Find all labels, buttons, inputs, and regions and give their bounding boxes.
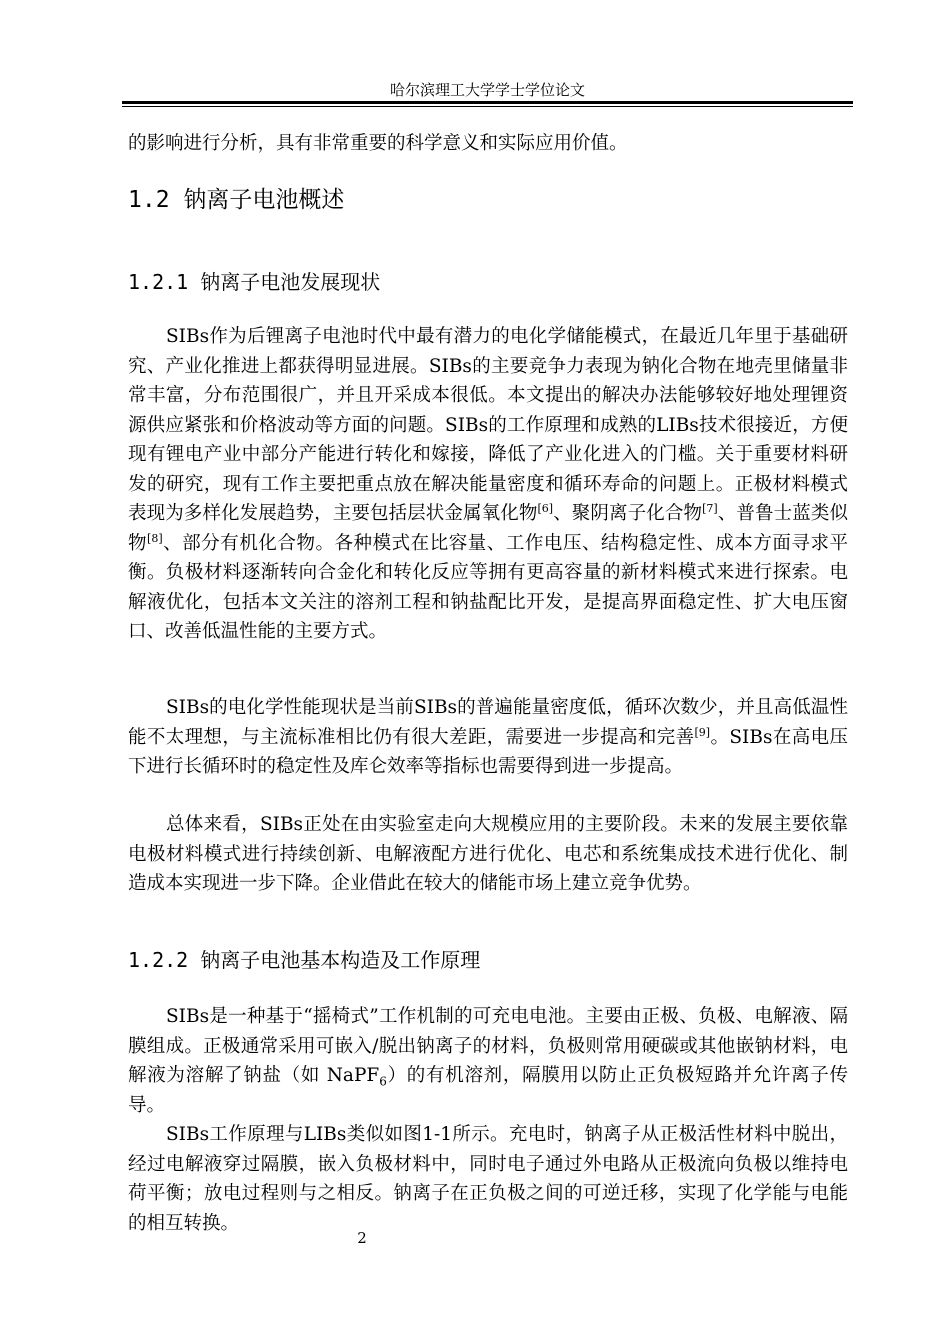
section-heading-1-2: 1.2 钠离子电池概述 [128, 187, 345, 213]
text-run: SIBs的电化学性能现状是当前SIBs的普遍能量密度低，循环次数少，并且高低温性能不太理想，与主流标准相比仍有很大差距，需要进一步提高和完善 [128, 697, 848, 748]
citation-ref: [7] [702, 501, 718, 515]
header-rule-thick [122, 101, 853, 104]
text-run: 、部分有机化合物。各种模式在比容量、工作电压、结构稳定性、成本方面寻求平衡。负极材料逐渐转向合金化和转化反应等拥有更高容量的新材料模式来进行探索。电解液优化，包括本文关注的溶剂工程和钠盐配比开发，是提高界面稳定性、扩大电压窗口、改善低温性能的主要方式。 [128, 532, 848, 642]
text-run: SIBs是一种基于“摇椅式”工作机制的可充电电池。主要由正极、负极、电解液、隔膜组成。正极通常采用可嵌入/脱出钠离子的材料，负极则常用硬碳或其他嵌钠材料，电解液为溶解了钠盐（如 NaPF [128, 1006, 848, 1086]
paragraph-development-status [128, 322, 848, 647]
text-run: ）的有机溶剂，隔膜用以防止正负极短路并允许离子传导。 [128, 1065, 848, 1116]
header-rule-thin [122, 106, 853, 107]
citation-ref: [8] [147, 531, 163, 545]
text-run: 、聚阴离子化合物 [553, 503, 703, 524]
citation-ref: [6] [537, 501, 554, 515]
section-heading-1-2-2: 1.2.2 钠离子电池基本构造及工作原理 [128, 948, 481, 972]
section-heading-1-2-1: 1.2.1 钠离子电池发展现状 [128, 270, 381, 294]
paragraph-working-principle: SIBs工作原理与LIBs类似如图1-1所示。充电时，钠离子从正极活性材料中脱出，经过电解液穿过隔膜，嵌入负极材料中，同时电子通过外电路从正极流向负极以维持电荷平衡；放电过程则与之相反。钠离子在正负极之间的可逆迁移，实现了化学能与电能的相互转换。 [128, 1124, 848, 1234]
paragraph-basic-structure [128, 1002, 848, 1120]
page-header: 哈尔滨理工大学学士学位论文 [389, 81, 585, 99]
continuation-paragraph: 的影响进行分析，具有非常重要的科学意义和实际应用价值。 [128, 133, 628, 154]
citation-ref: [9] [694, 725, 711, 739]
page-number: 2 [357, 1229, 367, 1247]
subscript: 6 [379, 1074, 387, 1089]
paragraph-summary: 总体来看，SIBs正处在由实验室走向大规模应用的主要阶段。未来的发展主要依靠电极材料模式进行持续创新、电解液配方进行优化、电芯和系统集成技术进行优化、制造成本实现进一步下降。企业借此在较大的储能市场上建立竞争优势。 [128, 814, 848, 894]
text-run: 、普鲁士蓝类似物 [128, 503, 848, 554]
text-run: 。SIBs在高电压下进行长循环时的稳定性及库仑效率等指标也需要得到进一步提高。 [128, 726, 848, 777]
paragraph-performance-status [128, 693, 848, 782]
text-run: SIBs作为后锂离子电池时代中最有潜力的电化学储能模式，在最近几年里于基础研究、产业化推进上都获得明显进展。SIBs的主要竞争力表现为钠化合物在地壳里储量非常丰富，分布范围很广，并且开采成本很低。本文提出的解决办法能够较好地处理锂资源供应紧张和价格波动等方面的问题。SIBs的工作原理和成熟的LIBs技术很接近，方便现有锂电产业中部分产能进行转化和嫁接，降低了产业化进入的门槛。关于重要材料研发的研究，现有工作主要把重点放在解决能量密度和循环寿命的问题上。正极材料模式表现为多样化发展趋势，主要包括层状金属氧化物 [128, 326, 848, 524]
